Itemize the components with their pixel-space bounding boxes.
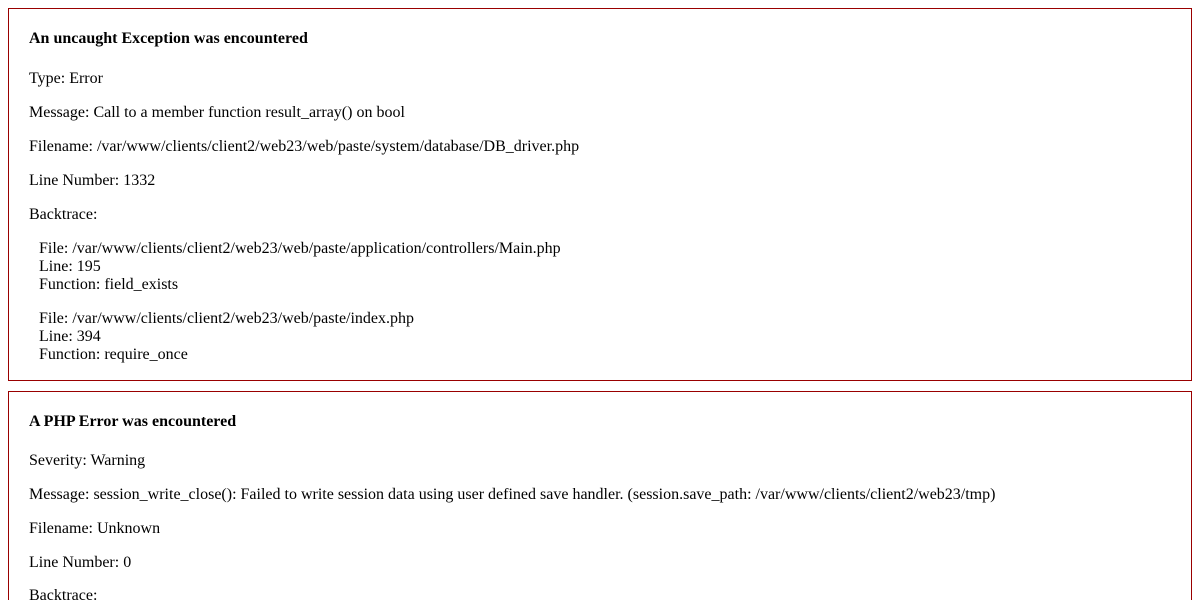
error-severity-line	[29, 452, 145, 470]
error-title: An uncaught Exception was encountered	[29, 30, 308, 47]
field-value: session_write_close(): Failed to write session data using user defined save handler. (session.save_path: /var/www/clients/client2/web23/tmp)	[93, 486, 996, 503]
exception-error-box	[8, 8, 1192, 381]
field-value: Error	[69, 70, 103, 87]
field-label: Type:	[29, 70, 70, 87]
error-filename-line	[29, 138, 579, 156]
field-label: Message:	[29, 486, 94, 503]
backtrace-function: Function: field_exists	[39, 276, 179, 293]
error-message-line	[29, 486, 995, 504]
field-label: Line Number:	[29, 554, 124, 571]
field-value: Call to a member function result_array() on bool	[93, 104, 405, 121]
error-type-line	[29, 70, 103, 88]
backtrace-file: File: /var/www/clients/client2/web23/web/paste/index.php	[39, 310, 415, 327]
backtrace-file: File: /var/www/clients/client2/web23/web/paste/application/controllers/Main.php	[39, 240, 561, 257]
backtrace-function: Function: require_once	[39, 346, 188, 363]
error-filename-line	[29, 520, 160, 538]
field-label: Line Number:	[29, 172, 124, 189]
error-message-line	[29, 104, 405, 122]
php-error-box	[8, 391, 1192, 600]
field-label: Filename:	[29, 520, 97, 537]
error-title: A PHP Error was encountered	[29, 413, 237, 430]
backtrace-label: Backtrace:	[29, 587, 98, 600]
backtrace-line: Line: 394	[39, 328, 101, 345]
error-line-number-line	[29, 554, 131, 572]
error-line-number-line	[29, 172, 155, 190]
field-label: Message:	[29, 104, 94, 121]
field-value: 0	[123, 554, 132, 571]
field-value: Warning	[90, 452, 146, 469]
field-label: Filename:	[29, 138, 97, 155]
field-value: 1332	[123, 172, 156, 189]
backtrace-line: Line: 195	[39, 258, 101, 275]
field-value: Unknown	[96, 520, 161, 537]
field-value: /var/www/clients/client2/web23/web/paste/system/database/DB_driver.php	[96, 138, 580, 155]
backtrace-label: Backtrace:	[29, 206, 98, 223]
field-label: Severity:	[29, 452, 91, 469]
